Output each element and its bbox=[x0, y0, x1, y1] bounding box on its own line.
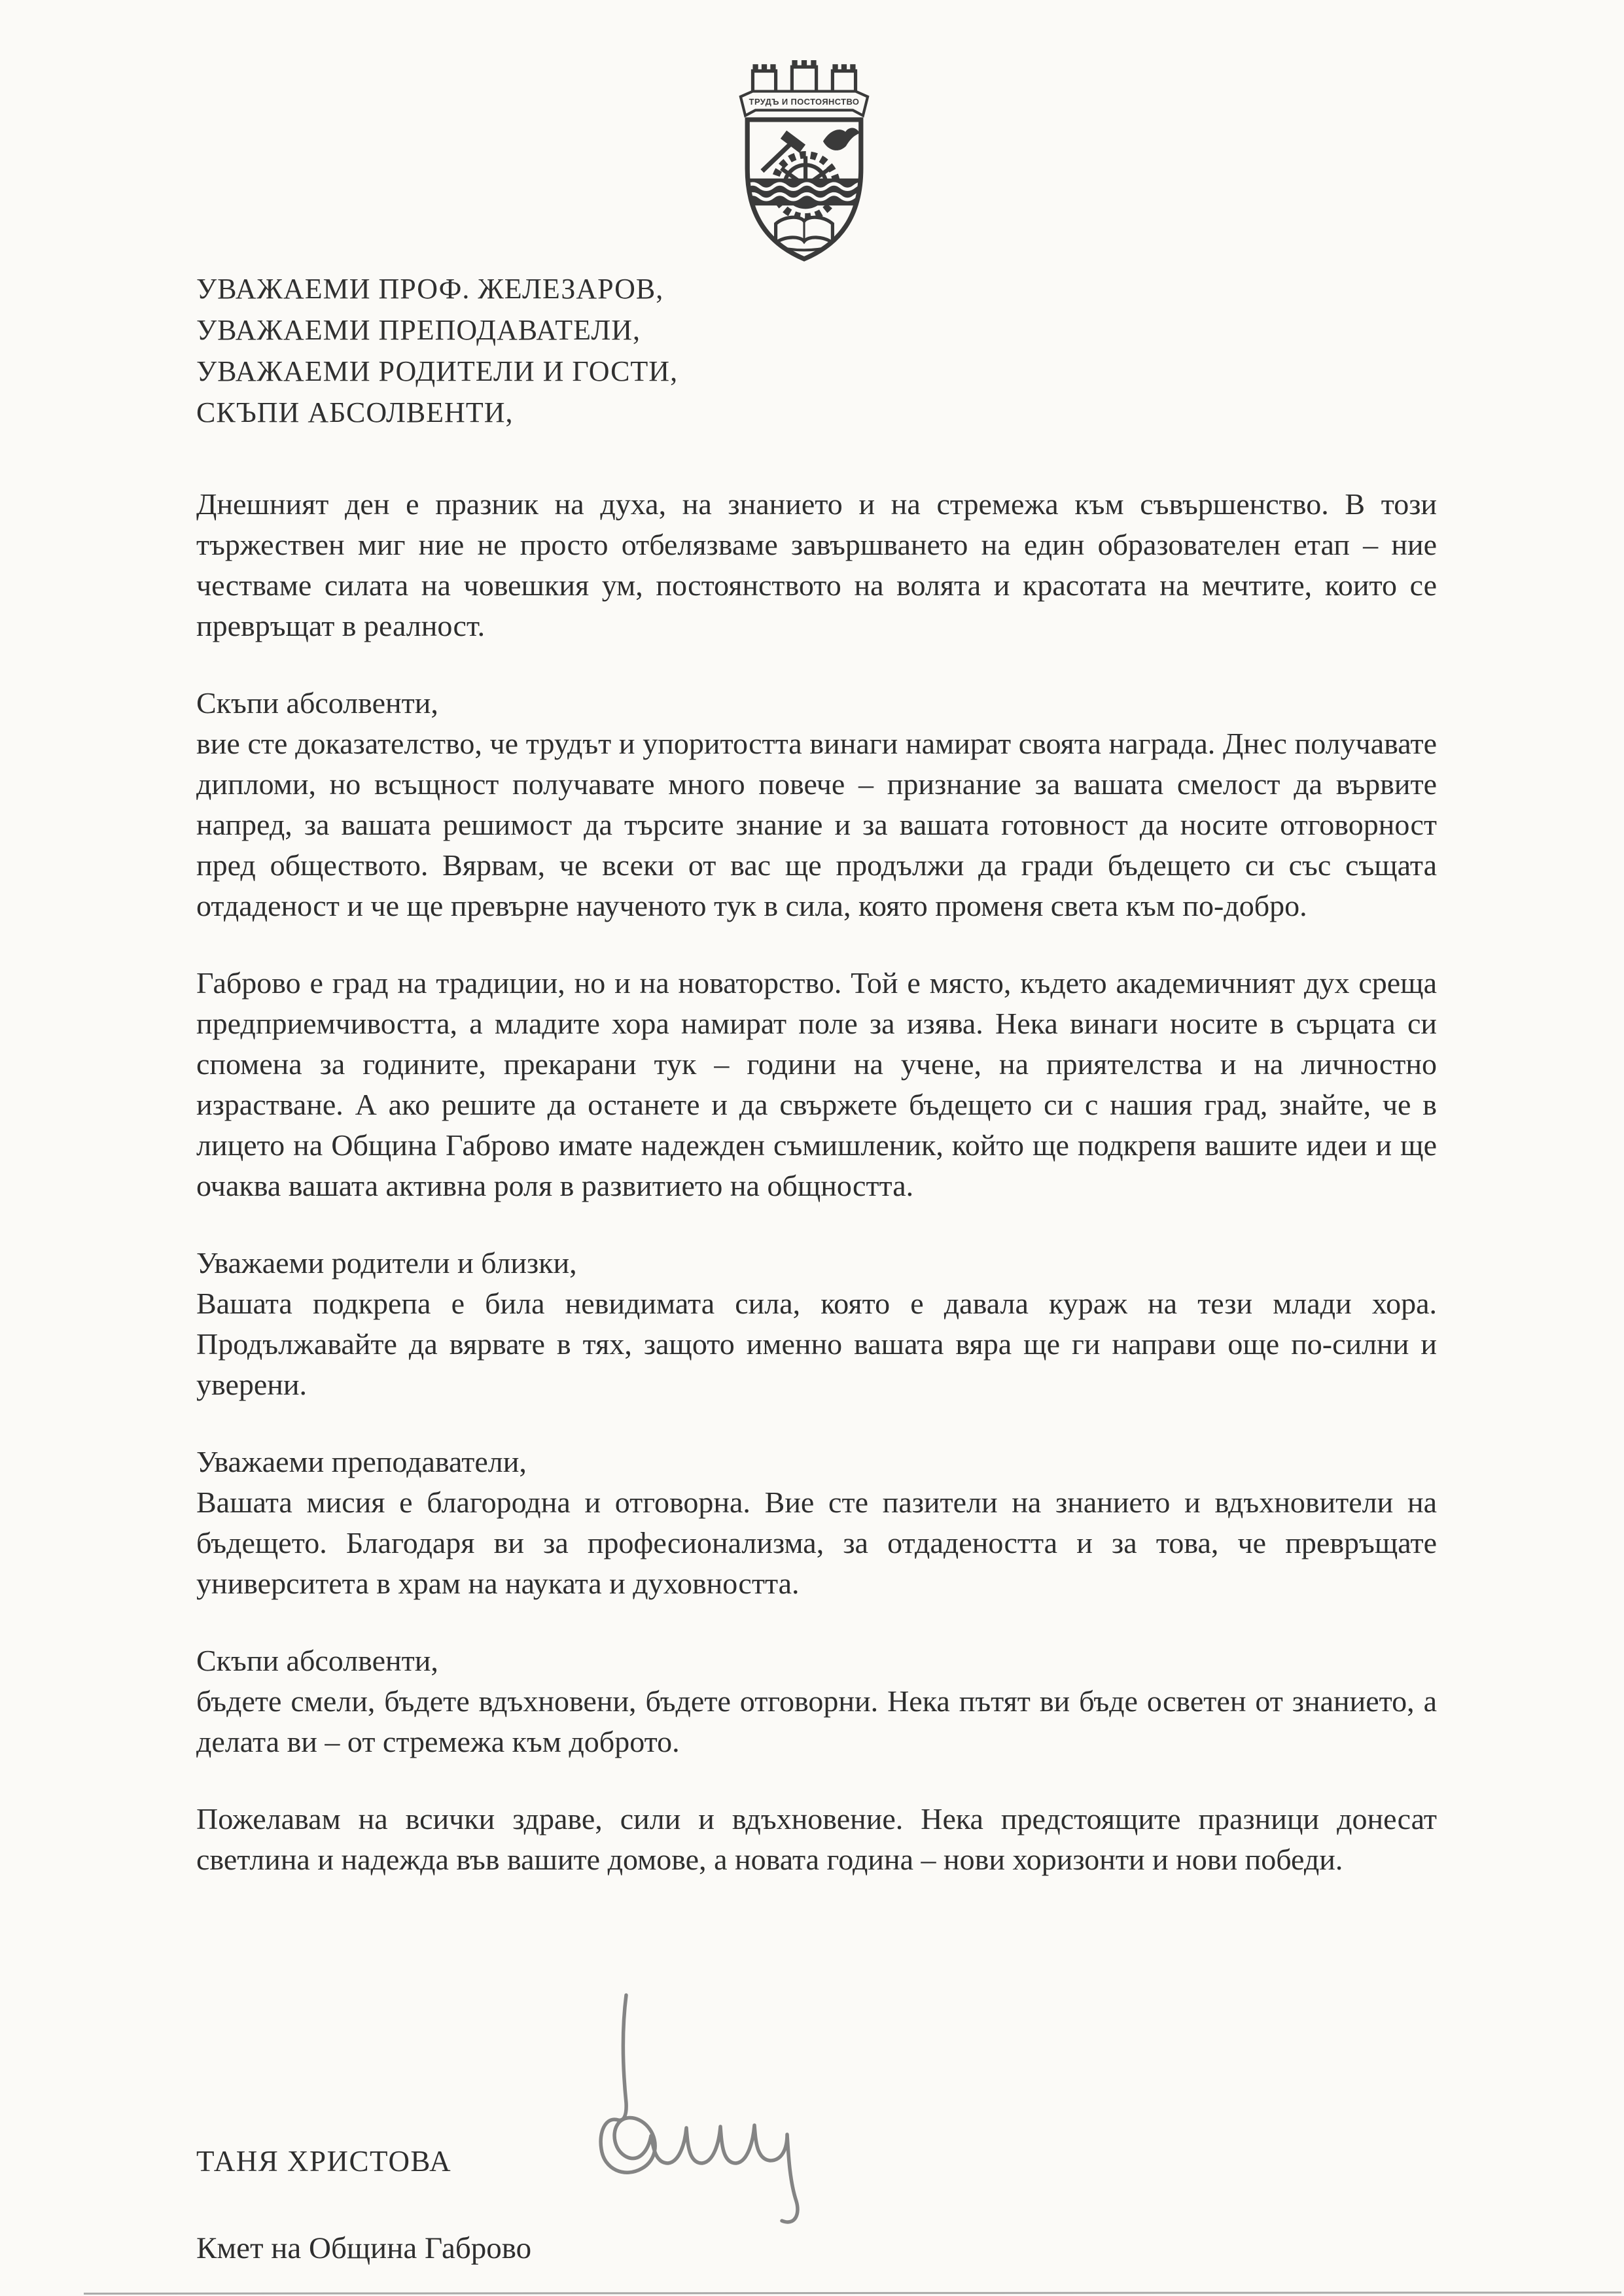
motto-banner bbox=[741, 92, 868, 116]
signature-name: ТАНЯ ХРИСТОВА bbox=[196, 2145, 452, 2178]
paragraph bbox=[196, 963, 1437, 1206]
paragraph-heading: Скъпи абсолвенти, bbox=[196, 686, 438, 720]
signature-title: Кмет на Община Габрово bbox=[196, 2231, 532, 2265]
paragraph-body: бъдете смели, бъдете вдъхновени, бъдете отговорни. Нека пътят ви бъде осветен от знанието, а делата ви – от стремежа към доброто. bbox=[196, 1684, 1437, 1758]
paragraph-body: Вашата подкрепа е била невидимата сила, която е давала кураж на тези млади хора. Продължавайте да вярвате в тях, защото именно вашата вяра ще ги направи още по-силни и уверени. bbox=[196, 1287, 1437, 1401]
paragraph bbox=[196, 1243, 1437, 1405]
paragraph-body: Вашата мисия е благородна и отговорна. Вие сте пазители на знанието и вдъхновители на бъдещето. Благодаря ви за професионализма, за отдадеността и за това, че превръщате университета в храм на науката и духовността. bbox=[196, 1486, 1437, 1600]
paragraph bbox=[196, 1641, 1437, 1762]
paragraph-body: Габрово е град на традиции, но и на новаторство. Той е място, където академичният дух среща предприемчивостта, а младите хора намират поле за изява. Нека винаги носите в сърцата си спомена за годините, прекарани тук – години на учене, на приятелства и на личностно израстване. А ако решите да останете и да свържете бъдещето си с нашия град, знайте, че в лицето на Община Габрово имате надежден съмишленик, който ще подкрепя вашите идеи и ще очаква вашата активна роля в развитието на общността. bbox=[196, 966, 1437, 1202]
paragraph-body: Днешният ден е празник на духа, на знанието и на стремежа към съвършенство. В този тържествен миг ние не просто отбелязваме завършването на един образователен етап – ние честваме силата на човешкия ум, постоянството на волята и красотата на мечтите, които се превръщат в реалност. bbox=[196, 487, 1437, 642]
paragraph bbox=[196, 1442, 1437, 1604]
river-band bbox=[743, 179, 865, 205]
letter-body bbox=[196, 484, 1437, 1917]
salutation-line: УВАЖАЕМИ ПРОФ. ЖЕЛЕЗАРОВ, bbox=[196, 273, 664, 305]
paragraph bbox=[196, 683, 1437, 926]
paragraph bbox=[196, 484, 1437, 646]
coat-of-arms-icon bbox=[734, 60, 874, 263]
paragraph bbox=[196, 1799, 1437, 1880]
salutation-line: УВАЖАЕМИ ПРЕПОДАВАТЕЛИ, bbox=[196, 314, 641, 346]
castle-towers bbox=[752, 60, 855, 93]
paragraph-heading: Уважаеми родители и близки, bbox=[196, 1246, 577, 1279]
paragraph-body: вие сте доказателство, че трудът и упоритостта винаги намират своята награда. Днес получавате дипломи, но всъщност получавате много повече – признание за вашата смелост да вървите напред, за вашата решимост да търсите знание и за вашата готовност да носите отговорност пред обществото. Вярвам, че всеки от вас ще продължи да гради бъдещето си със същата отдаденост и че ще превърне наученото тук в сила, която променя света към по-добро. bbox=[196, 727, 1437, 922]
salutation-line: СКЪПИ АБСОЛВЕНТИ, bbox=[196, 396, 514, 428]
paragraph-heading: Уважаеми преподаватели, bbox=[196, 1445, 527, 1478]
scan-artifact-line bbox=[84, 2291, 1621, 2295]
paragraph-body: Пожелавам на всички здраве, сили и вдъхновение. Нека предстоящите празници донесат светлина и надежда във вашите домове, а новата година – нови хоризонти и нови победи. bbox=[196, 1802, 1437, 1876]
salutation-line: УВАЖАЕМИ РОДИТЕЛИ И ГОСТИ, bbox=[196, 355, 679, 387]
motto-text: ТРУДЪ И ПОСТОЯНСТВО bbox=[749, 97, 860, 107]
handwritten-signature bbox=[586, 1985, 834, 2240]
paragraph-heading: Скъпи абсолвенти, bbox=[196, 1644, 438, 1677]
salutation-block bbox=[196, 268, 678, 433]
